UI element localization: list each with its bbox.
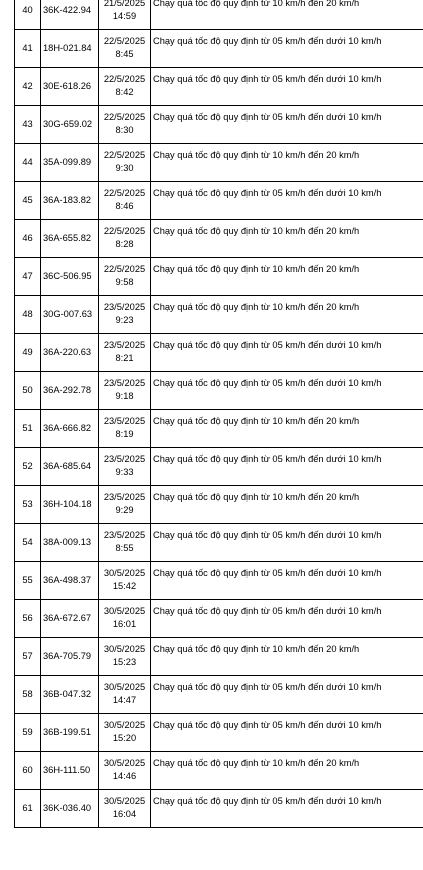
- violation-time: 8:42: [115, 87, 134, 97]
- violation-description: Chạy quá tốc độ quy định từ 10 km/h đến 20 km/h: [151, 258, 423, 296]
- table-row: [15, 790, 423, 828]
- license-plate: 30E-618.26: [41, 68, 99, 106]
- table-row: [15, 638, 423, 676]
- violation-table-body: [15, 0, 423, 828]
- violation-description: Chạy quá tốc độ quy định từ 05 km/h đến dưới 10 km/h: [151, 106, 423, 144]
- table-row: [15, 106, 423, 144]
- table-row: [15, 410, 423, 448]
- violation-description: Chạy quá tốc độ quy định từ 05 km/h đến dưới 10 km/h: [151, 448, 423, 486]
- license-plate: 30G-659.02: [41, 106, 99, 144]
- violation-description: Chạy quá tốc độ quy định từ 05 km/h đến dưới 10 km/h: [151, 714, 423, 752]
- violation-description: Chạy quá tốc độ quy định từ 05 km/h đến dưới 10 km/h: [151, 182, 423, 220]
- violation-date: 30/5/2025: [103, 758, 146, 768]
- violation-time: 8:19: [115, 429, 134, 439]
- violation-datetime: [99, 372, 151, 410]
- violation-datetime: [99, 220, 151, 258]
- table-row: [15, 524, 423, 562]
- violation-date: 22/5/2025: [103, 226, 146, 236]
- table-row: [15, 30, 423, 68]
- violation-description: Chạy quá tốc độ quy định từ 10 km/h đến 20 km/h: [151, 220, 423, 258]
- row-number: 48: [15, 296, 41, 334]
- license-plate: 36H-111.50: [41, 752, 99, 790]
- violation-time: 9:30: [115, 163, 134, 173]
- violation-datetime: [99, 752, 151, 790]
- violation-date: 23/5/2025: [103, 302, 146, 312]
- violation-description: Chạy quá tốc độ quy định từ 10 km/h đến 20 km/h: [151, 486, 423, 524]
- row-number: 42: [15, 68, 41, 106]
- table-row: [15, 752, 423, 790]
- table-row: [15, 144, 423, 182]
- violation-description: Chạy quá tốc độ quy định từ 10 km/h đến 20 km/h: [151, 144, 423, 182]
- license-plate: 36A-292.78: [41, 372, 99, 410]
- violation-description: Chạy quá tốc độ quy định từ 10 km/h đến 20 km/h: [151, 0, 423, 30]
- violation-time: 8:55: [115, 543, 134, 553]
- violation-description: Chạy quá tốc độ quy định từ 10 km/h đến 20 km/h: [151, 638, 423, 676]
- violation-datetime: [99, 524, 151, 562]
- table-row: [15, 0, 423, 30]
- row-number: 49: [15, 334, 41, 372]
- violation-datetime: [99, 486, 151, 524]
- violation-date: 23/5/2025: [103, 454, 146, 464]
- license-plate: 30G-007.63: [41, 296, 99, 334]
- license-plate: 36A-685.64: [41, 448, 99, 486]
- violation-time: 15:23: [112, 657, 137, 667]
- violation-datetime: [99, 334, 151, 372]
- violation-date: 30/5/2025: [103, 682, 146, 692]
- license-plate: 38A-009.13: [41, 524, 99, 562]
- violation-date: 30/5/2025: [103, 568, 146, 578]
- row-number: 47: [15, 258, 41, 296]
- violation-date: 21/5/2025: [103, 0, 146, 8]
- violation-date: 22/5/2025: [103, 188, 146, 198]
- violation-datetime: [99, 144, 151, 182]
- violation-datetime: [99, 182, 151, 220]
- violation-date: 30/5/2025: [103, 644, 146, 654]
- violation-time: 15:20: [112, 733, 137, 743]
- row-number: 45: [15, 182, 41, 220]
- violation-datetime: [99, 448, 151, 486]
- row-number: 61: [15, 790, 41, 828]
- violation-date: 23/5/2025: [103, 378, 146, 388]
- violation-date: 30/5/2025: [103, 606, 146, 616]
- table-row: [15, 448, 423, 486]
- row-number: 40: [15, 0, 41, 30]
- violation-time: 8:46: [115, 201, 134, 211]
- row-number: 41: [15, 30, 41, 68]
- violation-date: 30/5/2025: [103, 720, 146, 730]
- table-row: [15, 676, 423, 714]
- violation-description: Chạy quá tốc độ quy định từ 05 km/h đến dưới 10 km/h: [151, 68, 423, 106]
- violation-datetime: [99, 106, 151, 144]
- row-number: 57: [15, 638, 41, 676]
- violation-datetime: [99, 0, 151, 30]
- violation-description: Chạy quá tốc độ quy định từ 05 km/h đến dưới 10 km/h: [151, 600, 423, 638]
- row-number: 51: [15, 410, 41, 448]
- violation-description: Chạy quá tốc độ quy định từ 05 km/h đến dưới 10 km/h: [151, 790, 423, 828]
- violation-description: Chạy quá tốc độ quy định từ 05 km/h đến dưới 10 km/h: [151, 676, 423, 714]
- violation-description: Chạy quá tốc độ quy định từ 10 km/h đến 20 km/h: [151, 752, 423, 790]
- license-plate: 36B-047.32: [41, 676, 99, 714]
- violation-time: 8:45: [115, 49, 134, 59]
- row-number: 59: [15, 714, 41, 752]
- violation-datetime: [99, 638, 151, 676]
- license-plate: 35A-099.89: [41, 144, 99, 182]
- license-plate: 18H-021.84: [41, 30, 99, 68]
- violation-date: 23/5/2025: [103, 492, 146, 502]
- violation-date: 23/5/2025: [103, 530, 146, 540]
- row-number: 43: [15, 106, 41, 144]
- violation-time: 14:47: [112, 695, 137, 705]
- violation-datetime: [99, 68, 151, 106]
- violation-datetime: [99, 562, 151, 600]
- row-number: 52: [15, 448, 41, 486]
- license-plate: 36K-036.40: [41, 790, 99, 828]
- table-row: [15, 714, 423, 752]
- table-row: [15, 258, 423, 296]
- row-number: 50: [15, 372, 41, 410]
- violation-date: 22/5/2025: [103, 36, 146, 46]
- license-plate: 36A-666.82: [41, 410, 99, 448]
- table-row: [15, 372, 423, 410]
- violation-time: 8:28: [115, 239, 134, 249]
- violation-date: 22/5/2025: [103, 112, 146, 122]
- violation-time: 16:01: [112, 619, 137, 629]
- violation-date: 30/5/2025: [103, 796, 146, 806]
- row-number: 54: [15, 524, 41, 562]
- violation-date: 23/5/2025: [103, 416, 146, 426]
- license-plate: 36A-183.82: [41, 182, 99, 220]
- license-plate: 36C-506.95: [41, 258, 99, 296]
- violation-description: Chạy quá tốc độ quy định từ 05 km/h đến dưới 10 km/h: [151, 372, 423, 410]
- violation-datetime: [99, 790, 151, 828]
- license-plate: 36K-422.94: [41, 0, 99, 30]
- violation-description: Chạy quá tốc độ quy định từ 05 km/h đến dưới 10 km/h: [151, 334, 423, 372]
- violation-time: 8:21: [115, 353, 134, 363]
- violation-datetime: [99, 714, 151, 752]
- violation-time: 9:33: [115, 467, 134, 477]
- violation-description: Chạy quá tốc độ quy định từ 10 km/h đến 20 km/h: [151, 410, 423, 448]
- license-plate: 36A-220.63: [41, 334, 99, 372]
- row-number: 56: [15, 600, 41, 638]
- license-plate: 36B-199.51: [41, 714, 99, 752]
- table-row: [15, 220, 423, 258]
- violation-time: 8:30: [115, 125, 134, 135]
- license-plate: 36A-705.79: [41, 638, 99, 676]
- row-number: 44: [15, 144, 41, 182]
- violation-date: 22/5/2025: [103, 150, 146, 160]
- row-number: 60: [15, 752, 41, 790]
- violation-description: Chạy quá tốc độ quy định từ 05 km/h đến dưới 10 km/h: [151, 30, 423, 68]
- violation-datetime: [99, 410, 151, 448]
- violation-date: 23/5/2025: [103, 340, 146, 350]
- table-row: [15, 182, 423, 220]
- violation-datetime: [99, 676, 151, 714]
- table-row: [15, 296, 423, 334]
- violation-date: 22/5/2025: [103, 264, 146, 274]
- violation-time: 9:58: [115, 277, 134, 287]
- row-number: 53: [15, 486, 41, 524]
- violation-time: 9:29: [115, 505, 134, 515]
- violation-time: 14:59: [112, 11, 137, 21]
- violation-datetime: [99, 296, 151, 334]
- violation-table: [14, 0, 423, 828]
- row-number: 46: [15, 220, 41, 258]
- violation-time: 9:18: [115, 391, 134, 401]
- violation-date: 22/5/2025: [103, 74, 146, 84]
- table-row: [15, 486, 423, 524]
- license-plate: 36A-498.37: [41, 562, 99, 600]
- license-plate: 36A-655.82: [41, 220, 99, 258]
- license-plate: 36A-672.67: [41, 600, 99, 638]
- table-row: [15, 600, 423, 638]
- violation-description: Chạy quá tốc độ quy định từ 10 km/h đến 20 km/h: [151, 296, 423, 334]
- violation-datetime: [99, 30, 151, 68]
- row-number: 55: [15, 562, 41, 600]
- violation-description: Chạy quá tốc độ quy định từ 05 km/h đến dưới 10 km/h: [151, 562, 423, 600]
- table-row: [15, 68, 423, 106]
- table-row: [15, 562, 423, 600]
- violation-time: 14:46: [112, 771, 137, 781]
- violation-description: Chạy quá tốc độ quy định từ 05 km/h đến dưới 10 km/h: [151, 524, 423, 562]
- violation-datetime: [99, 258, 151, 296]
- row-number: 58: [15, 676, 41, 714]
- violation-time: 9:23: [115, 315, 134, 325]
- violation-time: 15:42: [112, 581, 137, 591]
- license-plate: 36H-104.18: [41, 486, 99, 524]
- violation-datetime: [99, 600, 151, 638]
- violation-time: 16:04: [112, 809, 137, 819]
- table-row: [15, 334, 423, 372]
